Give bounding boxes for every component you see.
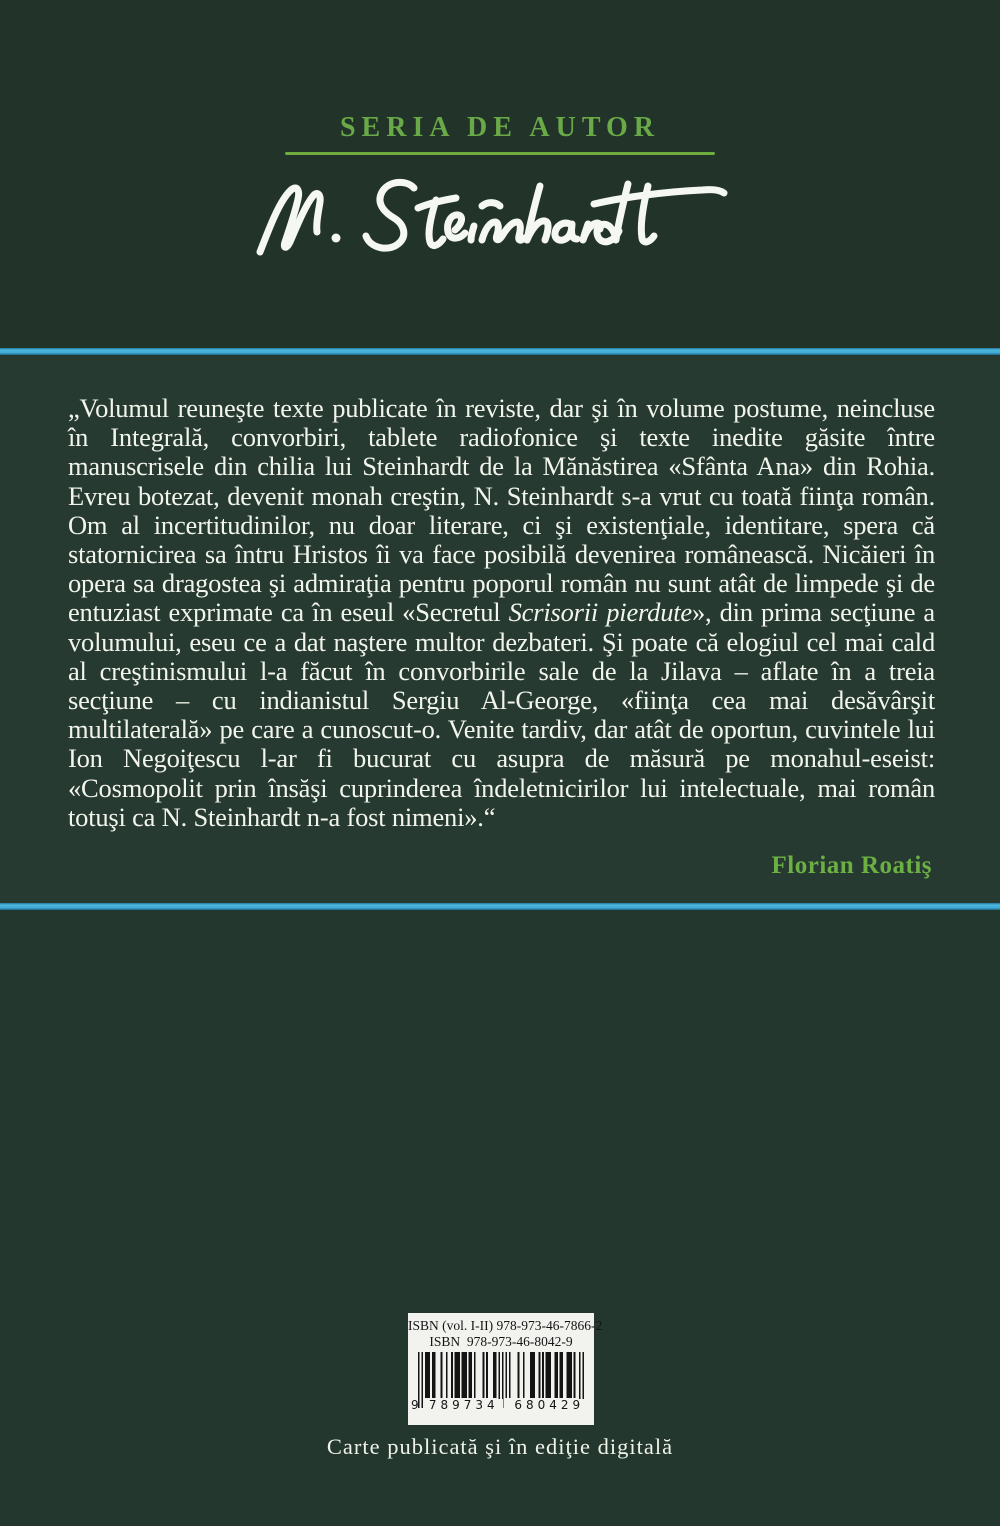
quote-run-italic-title: Scrisorii pierdute xyxy=(508,597,692,628)
barcode-digits xyxy=(411,1399,588,1412)
signature-script-drawing xyxy=(250,172,750,268)
isbn-vol-line: ISBN (vol. I-II) 978-973-46-7866-2 xyxy=(408,1318,603,1333)
digital-edition-note: Carte publicată şi în ediţie digitală xyxy=(326,1434,674,1459)
footer-band xyxy=(0,903,1000,1526)
quote-text xyxy=(68,394,935,832)
barcode-digit-group-right: 680429 xyxy=(511,1399,589,1412)
isbn-box xyxy=(408,1313,603,1425)
author-signature xyxy=(250,172,750,268)
series-underline xyxy=(285,152,715,155)
review-quote xyxy=(68,394,935,832)
barcode-digit-group-left: 789734 xyxy=(425,1399,503,1412)
divider-line-top xyxy=(0,348,1000,355)
quote-run-1: „Volumul reuneşte texte publicate în reviste, dar şi în volume postume, neincluse în Integrală, convorbiri, tablete radiofonice şi texte inedite găsite între manuscrisele din chilia lui Steinhardt de la Mănăstirea «Sfânta Ana» din Rohia. Evreu botezat, devenit monah creştin, N. Steinhardt s-a vrut cu toată fiinţa român. Om al incertitudinilor, nu doar literare, ci şi existenţiale, identitare, spera că statornicirea sa întru Hristos îi va face posibilă devenirea românească. Nicăieri în opera sa dragostea şi admiraţia pentru poporul român nu sunt atât de limpede şi de entuziast exprimate ca în eseul «Secretul xyxy=(68,393,935,628)
ean13-barcode xyxy=(411,1352,585,1418)
isbn-main-line: ISBN 978-973-46-8042-9 xyxy=(429,1333,573,1349)
barcode-digit-leading: 9 xyxy=(411,1398,419,1412)
divider-line-bottom xyxy=(0,903,1000,910)
quote-attribution: Florian Roatiş xyxy=(771,852,932,879)
series-title: SERIA DE AUTOR xyxy=(339,112,660,143)
quote-run-2: », din prima secţiune a volumului, eseu ce a dat naştere multor dezbateri. Şi poate că elogiul cel mai cald al creştinismului l-a făcut în convorbirile sale de la Jilava – aflate în a treia secţiune – cu indianistul Sergiu Al-George, «fiinţa cea mai desăvârşit multilaterală» pe care a cunoscut-o. Venite tardiv, dar atât de oportun, cuvintele lui Ion Negoiţescu l-ar fi bucurat cu asupra de măsură pe monahul-eseist: «Cosmopolit prin însăşi cuprinderea îndeletnicirilor lui intelectuale, mai român totuşi ca N. Steinhardt n-a fost nimeni».“ xyxy=(68,597,935,832)
